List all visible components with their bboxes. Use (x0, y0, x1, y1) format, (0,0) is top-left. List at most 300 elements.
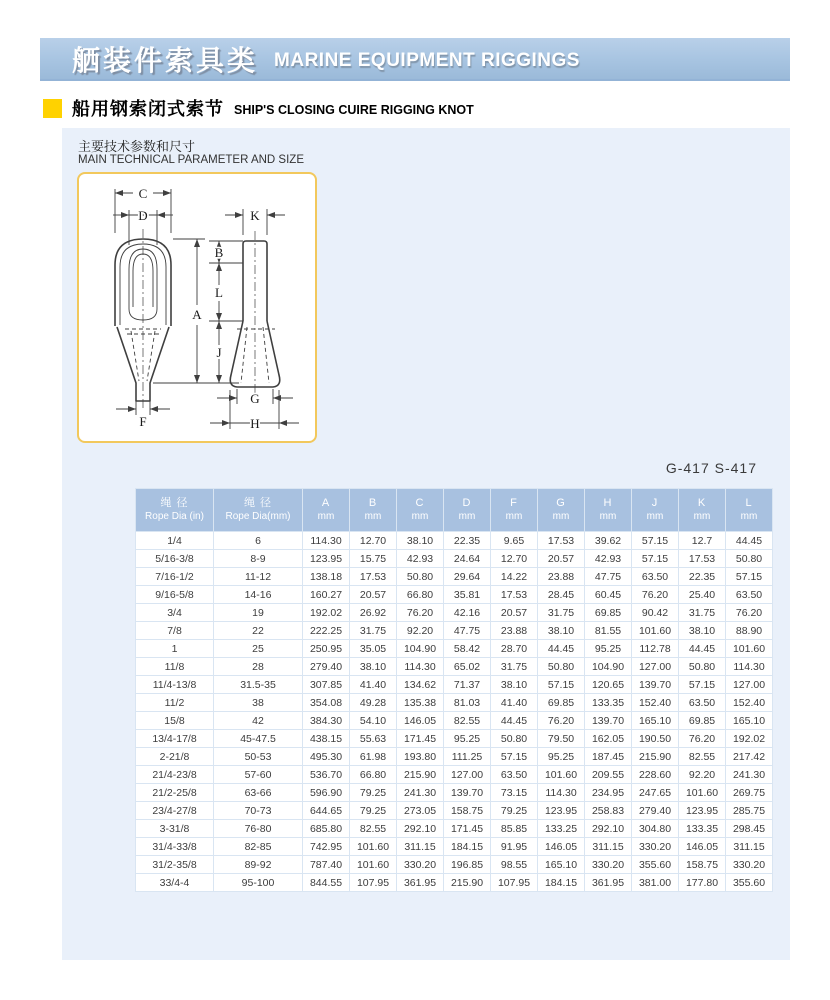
column-header: 绳 径 Rope Dia (in) (136, 489, 213, 531)
table-cell: 50.80 (679, 658, 725, 675)
table-row (136, 784, 772, 801)
table-cell: 3/4 (136, 604, 213, 621)
table-cell: 73.15 (491, 784, 537, 801)
band-title-zh: 舾装件索具类 (72, 44, 259, 76)
section-title-en: SHIP'S CLOSING CUIRE RIGGING KNOT (234, 103, 474, 117)
table-cell: 76.20 (632, 586, 678, 603)
table-row (136, 550, 772, 567)
table-cell: 12.70 (350, 532, 396, 549)
table-cell: 7/16-1/2 (136, 568, 213, 585)
table-cell: 311.15 (585, 838, 631, 855)
panel-subtitle-zh: 主要技术参数和尺寸 (78, 139, 196, 154)
table-cell: 13/4-17/8 (136, 730, 213, 747)
table-cell: 285.75 (726, 802, 772, 819)
table-cell: 55.63 (350, 730, 396, 747)
table-cell: 114.30 (397, 658, 443, 675)
table-cell: 177.80 (679, 874, 725, 891)
table-cell: 50.80 (491, 730, 537, 747)
table-cell: 12.7 (679, 532, 725, 549)
table-row (136, 586, 772, 603)
table-cell: 63.50 (491, 766, 537, 783)
table-cell: 15.75 (350, 550, 396, 567)
table-cell: 133.35 (585, 694, 631, 711)
table-cell: 17.53 (538, 532, 584, 549)
table-cell: 44.45 (491, 712, 537, 729)
table-cell: 98.55 (491, 856, 537, 873)
table-cell: 171.45 (397, 730, 443, 747)
table-cell: 123.95 (538, 802, 584, 819)
table-row (136, 712, 772, 729)
spec-table (135, 488, 773, 892)
table-cell: 28 (214, 658, 302, 675)
table-cell: 139.70 (585, 712, 631, 729)
table-cell: 71.37 (444, 676, 490, 693)
table-cell: 41.40 (491, 694, 537, 711)
table-cell: 111.25 (444, 748, 490, 765)
column-header: G mm (538, 489, 584, 531)
table-cell: 33/4-4 (136, 874, 213, 891)
table-cell: 17.53 (350, 568, 396, 585)
table-cell: 38 (214, 694, 302, 711)
table-cell: 187.45 (585, 748, 631, 765)
table-cell: 58.42 (444, 640, 490, 657)
table-cell: 127.00 (444, 766, 490, 783)
table-cell: 247.65 (632, 784, 678, 801)
table-cell: 234.95 (585, 784, 631, 801)
table-cell: 31/2-35/8 (136, 856, 213, 873)
table-cell: 165.10 (538, 856, 584, 873)
table-cell: 31.75 (491, 658, 537, 675)
table-cell: 139.70 (444, 784, 490, 801)
table-cell: 381.00 (632, 874, 678, 891)
table-cell: 123.95 (679, 802, 725, 819)
table-cell: 17.53 (679, 550, 725, 567)
table-cell: 384.30 (303, 712, 349, 729)
column-header: D mm (444, 489, 490, 531)
table-cell: 82.55 (444, 712, 490, 729)
table-cell: 69.85 (538, 694, 584, 711)
table-cell: 92.20 (679, 766, 725, 783)
table-cell: 11-12 (214, 568, 302, 585)
table-cell: 160.27 (303, 586, 349, 603)
table-cell: 8-9 (214, 550, 302, 567)
page-header-band (40, 38, 790, 81)
table-cell: 92.20 (397, 622, 443, 639)
dim-label-h: H (250, 415, 260, 431)
table-cell: 120.65 (585, 676, 631, 693)
table-cell: 685.80 (303, 820, 349, 837)
table-cell: 354.08 (303, 694, 349, 711)
table-row (136, 730, 772, 747)
spec-table-body (136, 532, 772, 891)
table-row (136, 838, 772, 855)
table-cell: 44.45 (679, 640, 725, 657)
table-cell: 192.02 (303, 604, 349, 621)
table-cell: 596.90 (303, 784, 349, 801)
table-cell: 42.93 (397, 550, 443, 567)
table-cell: 57.15 (632, 550, 678, 567)
table-cell: 23/4-27/8 (136, 802, 213, 819)
table-cell: 250.95 (303, 640, 349, 657)
table-cell: 171.45 (444, 820, 490, 837)
table-cell: 25 (214, 640, 302, 657)
table-cell: 1 (136, 640, 213, 657)
dim-label-l: L (215, 284, 223, 300)
table-cell: 11/2 (136, 694, 213, 711)
table-cell: 101.60 (679, 784, 725, 801)
table-cell: 273.05 (397, 802, 443, 819)
table-cell: 69.85 (585, 604, 631, 621)
table-cell: 35.05 (350, 640, 396, 657)
dim-label-k: K (250, 207, 260, 223)
table-row (136, 748, 772, 765)
table-cell: 5/16-3/8 (136, 550, 213, 567)
table-cell: 355.60 (726, 874, 772, 891)
table-cell: 24.64 (444, 550, 490, 567)
table-cell: 222.25 (303, 622, 349, 639)
table-cell: 95.25 (444, 730, 490, 747)
table-row (136, 568, 772, 585)
table-cell: 95.25 (538, 748, 584, 765)
dim-label-j: J (216, 344, 222, 360)
table-cell: 39.62 (585, 532, 631, 549)
table-cell: 76.20 (538, 712, 584, 729)
table-cell: 79.25 (350, 802, 396, 819)
column-header: J mm (632, 489, 678, 531)
table-cell: 133.25 (538, 820, 584, 837)
section-heading (43, 95, 474, 121)
table-cell: 17.53 (491, 586, 537, 603)
table-cell: 2-21/8 (136, 748, 213, 765)
table-cell: 50-53 (214, 748, 302, 765)
table-cell: 162.05 (585, 730, 631, 747)
technical-drawing-box (77, 172, 317, 443)
table-cell: 14-16 (214, 586, 302, 603)
table-cell: 31.75 (538, 604, 584, 621)
dim-label-a: A (192, 306, 202, 322)
table-cell: 63-66 (214, 784, 302, 801)
table-cell: 20.57 (350, 586, 396, 603)
table-cell: 241.30 (397, 784, 443, 801)
table-cell: 139.70 (632, 676, 678, 693)
table-cell: 12.70 (491, 550, 537, 567)
table-cell: 269.75 (726, 784, 772, 801)
table-cell: 60.45 (585, 586, 631, 603)
table-cell: 101.60 (726, 640, 772, 657)
table-cell: 104.90 (585, 658, 631, 675)
table-row (136, 658, 772, 675)
table-cell: 215.90 (444, 874, 490, 891)
table-cell: 292.10 (585, 820, 631, 837)
table-cell: 54.10 (350, 712, 396, 729)
table-cell: 79.25 (491, 802, 537, 819)
table-cell: 22 (214, 622, 302, 639)
table-cell: 79.25 (350, 784, 396, 801)
table-cell: 133.35 (679, 820, 725, 837)
table-cell: 6 (214, 532, 302, 549)
table-cell: 209.55 (585, 766, 631, 783)
table-cell: 127.00 (632, 658, 678, 675)
dimension-lines (113, 186, 299, 431)
table-cell: 28.45 (538, 586, 584, 603)
table-cell: 38.10 (679, 622, 725, 639)
table-cell: 42.16 (444, 604, 490, 621)
table-cell: 104.90 (397, 640, 443, 657)
table-cell: 82.55 (679, 748, 725, 765)
table-cell: 114.30 (303, 532, 349, 549)
table-cell: 66.80 (397, 586, 443, 603)
table-cell: 158.75 (444, 802, 490, 819)
table-cell: 304.80 (632, 820, 678, 837)
table-cell: 21/2-25/8 (136, 784, 213, 801)
table-cell: 42 (214, 712, 302, 729)
table-cell: 76.20 (397, 604, 443, 621)
table-cell: 25.40 (679, 586, 725, 603)
dim-label-c: C (138, 185, 148, 201)
table-cell: 298.45 (726, 820, 772, 837)
table-cell: 44.45 (538, 640, 584, 657)
table-cell: 844.55 (303, 874, 349, 891)
table-cell: 95-100 (214, 874, 302, 891)
table-cell: 311.15 (397, 838, 443, 855)
table-cell: 76-80 (214, 820, 302, 837)
table-cell: 31.75 (679, 604, 725, 621)
table-cell: 184.15 (538, 874, 584, 891)
table-row (136, 676, 772, 693)
table-cell: 184.15 (444, 838, 490, 855)
table-cell: 536.70 (303, 766, 349, 783)
table-cell: 114.30 (538, 784, 584, 801)
table-cell: 57.15 (679, 676, 725, 693)
table-cell: 88.90 (726, 622, 772, 639)
table-cell: 22.35 (444, 532, 490, 549)
dim-label-f: F (139, 413, 147, 429)
table-cell: 61.98 (350, 748, 396, 765)
table-cell: 38.10 (350, 658, 396, 675)
table-cell: 89-92 (214, 856, 302, 873)
table-cell: 82.55 (350, 820, 396, 837)
table-cell: 361.95 (585, 874, 631, 891)
table-cell: 228.60 (632, 766, 678, 783)
table-cell: 361.95 (397, 874, 443, 891)
dim-label-g: G (250, 390, 260, 406)
table-cell: 57.15 (491, 748, 537, 765)
table-cell: 57.15 (538, 676, 584, 693)
socket-dimension-diagram (79, 177, 315, 439)
table-cell: 7/8 (136, 622, 213, 639)
table-cell: 63.50 (679, 694, 725, 711)
socket-side-view (230, 231, 280, 397)
section-title-zh: 船用钢索闭式索节 (72, 99, 224, 119)
table-cell: 44.45 (726, 532, 772, 549)
table-cell: 3-31/8 (136, 820, 213, 837)
table-cell: 330.20 (632, 838, 678, 855)
table-row (136, 874, 772, 891)
table-cell: 90.42 (632, 604, 678, 621)
table-cell: 66.80 (350, 766, 396, 783)
table-cell: 123.95 (303, 550, 349, 567)
table-cell: 79.50 (538, 730, 584, 747)
table-cell: 152.40 (726, 694, 772, 711)
socket-front-view (115, 229, 171, 409)
table-cell: 50.80 (726, 550, 772, 567)
table-cell: 22.35 (679, 568, 725, 585)
table-cell: 76.20 (679, 730, 725, 747)
table-cell: 193.80 (397, 748, 443, 765)
table-cell: 65.02 (444, 658, 490, 675)
table-cell: 81.55 (585, 622, 631, 639)
table-cell: 45-47.5 (214, 730, 302, 747)
table-cell: 787.40 (303, 856, 349, 873)
table-cell: 112.78 (632, 640, 678, 657)
table-cell: 20.57 (538, 550, 584, 567)
table-cell: 15/8 (136, 712, 213, 729)
table-cell: 23.88 (538, 568, 584, 585)
column-header: K mm (679, 489, 725, 531)
table-cell: 127.00 (726, 676, 772, 693)
table-cell: 190.50 (632, 730, 678, 747)
table-cell: 292.10 (397, 820, 443, 837)
table-cell: 258.83 (585, 802, 631, 819)
table-cell: 57-60 (214, 766, 302, 783)
table-row (136, 820, 772, 837)
table-cell: 101.60 (350, 838, 396, 855)
table-cell: 355.60 (632, 856, 678, 873)
table-cell: 81.03 (444, 694, 490, 711)
column-header: L mm (726, 489, 772, 531)
table-cell: 101.60 (632, 622, 678, 639)
table-cell: 101.60 (350, 856, 396, 873)
table-cell: 307.85 (303, 676, 349, 693)
table-cell: 146.05 (679, 838, 725, 855)
yellow-bullet-icon (43, 99, 62, 118)
table-cell: 135.38 (397, 694, 443, 711)
table-cell: 31.5-35 (214, 676, 302, 693)
table-cell: 47.75 (444, 622, 490, 639)
table-cell: 70-73 (214, 802, 302, 819)
table-cell: 82-85 (214, 838, 302, 855)
header-row (136, 489, 772, 531)
table-cell: 50.80 (538, 658, 584, 675)
table-cell: 215.90 (632, 748, 678, 765)
table-cell: 76.20 (726, 604, 772, 621)
table-row (136, 640, 772, 657)
table-row (136, 604, 772, 621)
table-cell: 47.75 (585, 568, 631, 585)
column-header: H mm (585, 489, 631, 531)
table-cell: 9.65 (491, 532, 537, 549)
table-cell: 107.95 (491, 874, 537, 891)
panel-subtitle-en: MAIN TECHNICAL PARAMETER AND SIZE (78, 154, 304, 166)
table-cell: 19 (214, 604, 302, 621)
table-cell: 57.15 (726, 568, 772, 585)
table-cell: 438.15 (303, 730, 349, 747)
band-title-en: MARINE EQUIPMENT RIGGINGS (274, 49, 580, 71)
table-cell: 23.88 (491, 622, 537, 639)
table-cell: 85.85 (491, 820, 537, 837)
table-row (136, 766, 772, 783)
table-cell: 330.20 (397, 856, 443, 873)
table-cell: 146.05 (538, 838, 584, 855)
table-cell: 35.81 (444, 586, 490, 603)
table-cell: 28.70 (491, 640, 537, 657)
table-cell: 196.85 (444, 856, 490, 873)
column-header: C mm (397, 489, 443, 531)
table-cell: 311.15 (726, 838, 772, 855)
table-cell: 38.10 (397, 532, 443, 549)
column-header: F mm (491, 489, 537, 531)
table-cell: 63.50 (632, 568, 678, 585)
table-cell: 9/16-5/8 (136, 586, 213, 603)
column-header: 绳 径 Rope Dia(mm) (214, 489, 302, 531)
table-cell: 1/4 (136, 532, 213, 549)
table-cell: 152.40 (632, 694, 678, 711)
table-cell: 14.22 (491, 568, 537, 585)
table-cell: 215.90 (397, 766, 443, 783)
table-cell: 26.92 (350, 604, 396, 621)
table-cell: 21/4-23/8 (136, 766, 213, 783)
table-cell: 29.64 (444, 568, 490, 585)
table-cell: 11/4-13/8 (136, 676, 213, 693)
table-cell: 241.30 (726, 766, 772, 783)
table-cell: 114.30 (726, 658, 772, 675)
table-cell: 279.40 (303, 658, 349, 675)
table-cell: 11/8 (136, 658, 213, 675)
spec-table-head (136, 489, 772, 531)
table-cell: 192.02 (726, 730, 772, 747)
table-cell: 217.42 (726, 748, 772, 765)
table-cell: 165.10 (726, 712, 772, 729)
table-cell: 644.65 (303, 802, 349, 819)
table-row (136, 694, 772, 711)
table-cell: 495.30 (303, 748, 349, 765)
table-cell: 31.75 (350, 622, 396, 639)
table-cell: 42.93 (585, 550, 631, 567)
table-cell: 146.05 (397, 712, 443, 729)
table-cell: 134.62 (397, 676, 443, 693)
dim-label-d: D (138, 207, 148, 223)
model-code: G-417 S-417 (665, 460, 757, 476)
content-panel (62, 128, 790, 960)
table-row (136, 856, 772, 873)
table-cell: 38.10 (538, 622, 584, 639)
table-cell: 95.25 (585, 640, 631, 657)
dim-label-b: B (214, 244, 224, 260)
table-cell: 69.85 (679, 712, 725, 729)
table-cell: 101.60 (538, 766, 584, 783)
table-cell: 57.15 (632, 532, 678, 549)
table-cell: 742.95 (303, 838, 349, 855)
table-cell: 330.20 (585, 856, 631, 873)
table-cell: 49.28 (350, 694, 396, 711)
column-header: A mm (303, 489, 349, 531)
table-cell: 41.40 (350, 676, 396, 693)
table-cell: 20.57 (491, 604, 537, 621)
table-cell: 165.10 (632, 712, 678, 729)
table-cell: 38.10 (491, 676, 537, 693)
table-cell: 50.80 (397, 568, 443, 585)
table-cell: 91.95 (491, 838, 537, 855)
table-cell: 31/4-33/8 (136, 838, 213, 855)
table-cell: 158.75 (679, 856, 725, 873)
column-header: B mm (350, 489, 396, 531)
table-cell: 63.50 (726, 586, 772, 603)
table-cell: 138.18 (303, 568, 349, 585)
table-cell: 330.20 (726, 856, 772, 873)
table-cell: 279.40 (632, 802, 678, 819)
table-row (136, 532, 772, 549)
table-row (136, 802, 772, 819)
